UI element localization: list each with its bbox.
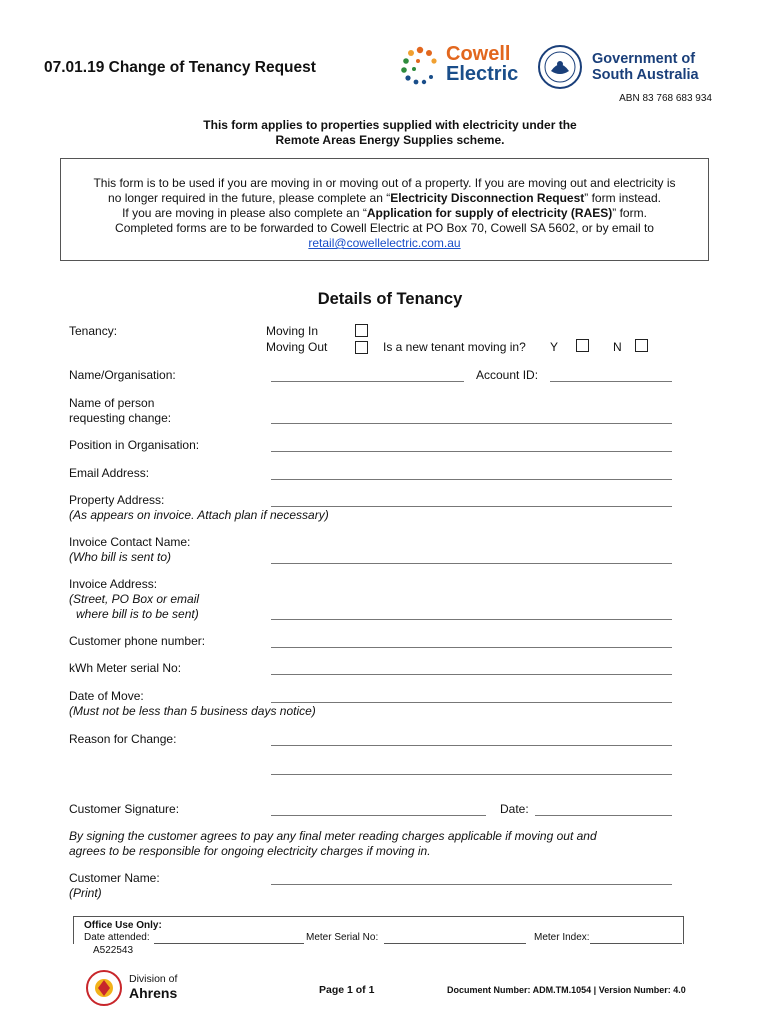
name-org-label: Name/Organisation: xyxy=(69,368,176,382)
office-meter-serial-field[interactable] xyxy=(384,943,526,944)
moving-out-label: Moving Out xyxy=(266,340,328,354)
notice-line-1: This form is to be used if you are moving in or moving out of a property. If you are moving out and electricity is xyxy=(93,176,676,190)
position-label: Position in Organisation: xyxy=(69,438,200,452)
gov-logo-line2: South Australia xyxy=(592,67,699,83)
signature-field[interactable] xyxy=(271,815,486,816)
customer-name-field[interactable] xyxy=(271,884,672,885)
tenancy-label: Tenancy: xyxy=(69,324,118,338)
ahrens-safe-seal-icon xyxy=(84,968,124,1008)
notice-line-2: no longer required in the future, please complete an “Electricity Disconnection Request” form instead. xyxy=(108,191,661,205)
move-date-field[interactable] xyxy=(271,702,672,703)
reason-field-2[interactable] xyxy=(271,774,672,775)
meter-index-field[interactable] xyxy=(590,943,682,944)
person-label: Name of person requesting change: xyxy=(69,396,172,425)
document-number: Document Number: ADM.TM.1054 | Version Number: 4.0 xyxy=(447,985,686,995)
new-tenant-yes-checkbox[interactable] xyxy=(576,339,589,352)
cowell-electric-logo xyxy=(398,44,526,88)
moving-in-label: Moving In xyxy=(266,324,319,338)
person-field[interactable] xyxy=(271,423,672,424)
moving-out-checkbox[interactable] xyxy=(355,341,368,354)
instructions-box xyxy=(60,158,709,261)
agreement-text: By signing the customer agrees to pay any final meter reading charges applicable if moving out and agrees to be responsible for ongoing electricity charges if moving in. xyxy=(69,829,597,858)
account-id-field[interactable] xyxy=(550,381,672,382)
property-field[interactable] xyxy=(271,506,672,507)
reason-field-1[interactable] xyxy=(271,745,672,746)
invoice-contact-field[interactable] xyxy=(271,563,672,564)
phone-label: Customer phone number: xyxy=(69,634,206,648)
account-id-label: Account ID: xyxy=(476,368,539,382)
new-tenant-no-checkbox[interactable] xyxy=(635,339,648,352)
invoice-address-field[interactable] xyxy=(271,619,672,620)
office-use-title: Office Use Only: xyxy=(84,920,162,931)
notice-line-4: Completed forms are to be forwarded to Cowell Electric at PO Box 70, Cowell SA 5602, or by email to xyxy=(115,221,654,235)
new-tenant-no-label: N xyxy=(613,340,622,354)
property-label: Property Address: (As appears on invoice. Attach plan if necessary) xyxy=(69,493,329,522)
government-sa-logo xyxy=(537,44,712,90)
section-title: Details of Tenancy xyxy=(317,290,463,308)
invoice-contact-label: Invoice Contact Name: (Who bill is sent to) xyxy=(69,535,191,564)
customer-name-label: Customer Name: (Print) xyxy=(69,871,160,900)
reason-label: Reason for Change: xyxy=(69,732,177,746)
division-of: Division of xyxy=(129,973,178,985)
date-attended-field[interactable] xyxy=(154,943,304,944)
document-ref: A522543 xyxy=(93,945,134,956)
ahrens-name: Ahrens xyxy=(129,985,178,1001)
page-title: 07.01.19 Change of Tenancy Request xyxy=(44,59,316,76)
intro-line-2: Remote Areas Energy Supplies scheme. xyxy=(275,133,505,147)
office-use-box xyxy=(73,916,684,944)
sa-crest-icon xyxy=(537,44,583,90)
ahrens-logo xyxy=(84,968,184,1008)
date-field[interactable] xyxy=(535,815,672,816)
cowell-logo-line1: Cowell xyxy=(446,43,511,65)
cowell-dots-icon xyxy=(398,44,442,88)
meter-field[interactable] xyxy=(271,674,672,675)
date-attended-label: Date attended: xyxy=(84,932,150,943)
phone-field[interactable] xyxy=(271,647,672,648)
retail-email-link[interactable]: retail@cowellelectric.com.au xyxy=(308,236,461,250)
notice-line-3: If you are moving in please also complete an “Application for supply of electricity (RAES)” form. xyxy=(122,206,647,220)
moving-in-checkbox[interactable] xyxy=(355,324,368,337)
meter-serial-label: Meter Serial No: xyxy=(306,932,379,943)
move-date-label: Date of Move: (Must not be less than 5 business days notice) xyxy=(69,689,316,718)
email-field[interactable] xyxy=(271,479,672,480)
position-field[interactable] xyxy=(271,451,672,452)
meter-label: kWh Meter serial No: xyxy=(69,661,182,675)
meter-index-label: Meter Index: xyxy=(534,932,590,943)
date-label: Date: xyxy=(500,802,529,816)
new-tenant-yes-label: Y xyxy=(550,340,559,354)
cowell-logo-line2: Electric xyxy=(446,63,519,85)
invoice-address-label: Invoice Address: (Street, PO Box or email where bill is to be sent) xyxy=(69,577,200,621)
signature-label: Customer Signature: xyxy=(69,802,180,816)
intro-line-1: This form applies to properties supplied with electricity under the xyxy=(203,118,577,132)
email-label: Email Address: xyxy=(69,466,150,480)
gov-logo-line1: Government of xyxy=(592,51,696,67)
page-number: Page 1 of 1 xyxy=(319,984,375,996)
abn-number: ABN 83 768 683 934 xyxy=(619,93,712,104)
new-tenant-question: Is a new tenant moving in? xyxy=(383,340,526,354)
name-org-field[interactable] xyxy=(271,381,464,382)
scheme-intro xyxy=(0,118,770,148)
